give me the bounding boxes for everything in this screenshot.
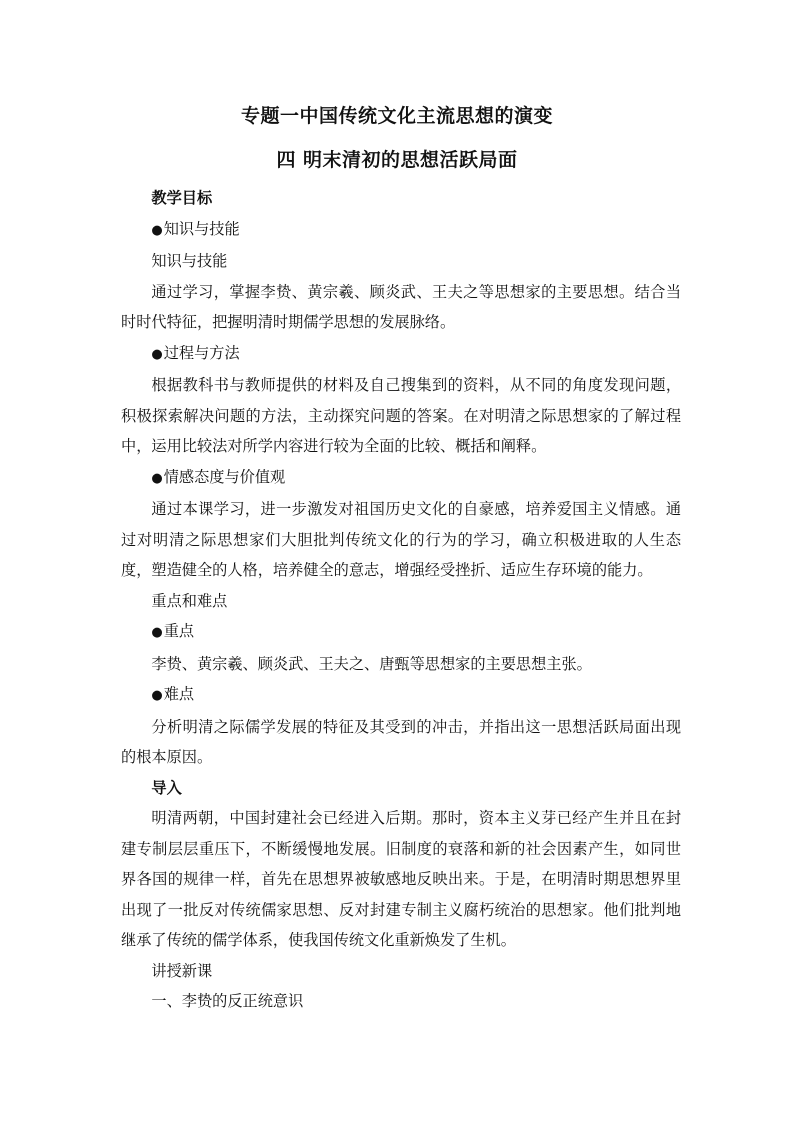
paragraph: 根据教科书与教师提供的材料及自己搜集到的资料，从不同的角度发现问题，积极探索解决问题的方法，主动探究问题的答案。在对明清之际思想家的了解过程中，运用比较法对所学内容进行较为全面的比较、概括和阐释。 bbox=[121, 376, 681, 455]
paragraph: 李贽、黄宗羲、顾炎武、王夫之、唐甄等思想家的主要思想主张。 bbox=[151, 654, 592, 673]
bullet-item bbox=[121, 462, 681, 495]
bullet-label: 情感态度与价值观 bbox=[163, 467, 286, 486]
lesson-subtitle: 四 明末清初的思想活跃局面 bbox=[276, 149, 518, 171]
bullet-label: 重点 bbox=[163, 622, 195, 640]
subheading: 重点和难点 bbox=[151, 591, 228, 610]
section-heading: 一、李贽的反正统意识 bbox=[151, 992, 304, 1010]
bullet-item bbox=[121, 616, 681, 649]
paragraph: 分析明清之际儒学发展的特征及其受到的冲击，并指出这一思想活跃局面出现的根本原因。 bbox=[121, 717, 681, 766]
bullet-icon: ● bbox=[151, 346, 163, 362]
bullet-item bbox=[121, 214, 681, 247]
bullet-icon: ● bbox=[151, 688, 163, 703]
document-body bbox=[121, 183, 681, 1017]
bullet-label: 知识与技能 bbox=[163, 219, 240, 238]
bullet-item bbox=[121, 679, 681, 712]
heading-teaching-goals: 教学目标 bbox=[151, 189, 213, 207]
paragraph: 通过本课学习，进一步激发对祖国历史文化的自豪感，培养爱国主义情感。通过对明清之际思想家们大胆批判传统文化的行为的学习，确立积极进取的人生态度，塑造健全的人格，培养健全的意志，增强经受挫折、适应生存环境的能力。 bbox=[121, 500, 681, 579]
heading-introduction: 导入 bbox=[151, 778, 182, 797]
bullet-label: 过程与方法 bbox=[163, 343, 240, 362]
paragraph: 明清两朝，中国封建社会已经进入后期。那时，资本主义芽已经产生并且在封建专制层层重压下，不断缓慢地发展。旧制度的衰落和新的社会因素产生，如同世界各国的规律一样，首先在思想界被敏感地反映出来。于是，在明清时期思想界里出现了一批反对传统儒家思想、反对封建专制主义腐朽统治的思想家。他们批判地继承了传统的儒学体系，使我国传统文化重新焕发了生机。 bbox=[121, 809, 681, 949]
bullet-icon: ● bbox=[151, 222, 163, 238]
bullet-item bbox=[121, 338, 681, 371]
subheading: 知识与技能 bbox=[151, 252, 228, 270]
bullet-icon: ● bbox=[151, 470, 163, 486]
paragraph: 通过学习，掌握李贽、黄宗羲、顾炎武、王夫之等思想家的主要思想。结合当时时代特征，把握明清时期儒学思想的发展脉络。 bbox=[121, 282, 681, 331]
subheading: 讲授新课 bbox=[151, 961, 213, 980]
bullet-icon: ● bbox=[151, 625, 163, 640]
document-title: 专题一中国传统文化主流思想的演变 bbox=[240, 105, 553, 127]
bullet-label: 难点 bbox=[163, 685, 195, 703]
